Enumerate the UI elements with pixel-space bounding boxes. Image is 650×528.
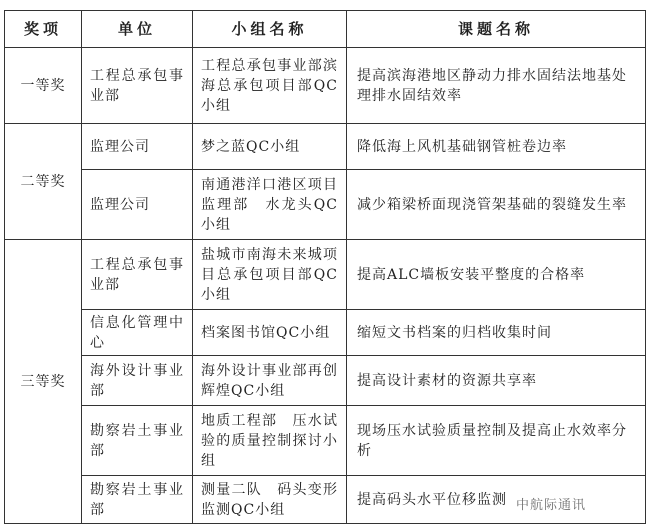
unit-cell: 信息化管理中心 xyxy=(82,310,193,356)
award-third: 三等奖 xyxy=(5,240,82,524)
award-first: 一等奖 xyxy=(5,48,82,124)
table-row xyxy=(5,406,646,476)
awards-table xyxy=(4,10,646,524)
group-cell: 海外设计事业部再创辉煌QC小组 xyxy=(193,356,347,406)
topic-cell: 降低海上风机基础钢管桩卷边率 xyxy=(347,124,646,170)
topic-cell: 提高码头水平位移监测 xyxy=(347,476,646,524)
unit-cell: 海外设计事业部 xyxy=(82,356,193,406)
topic-cell: 提高设计素材的资源共享率 xyxy=(347,356,646,406)
topic-cell: 提高滨海港地区静动力排水固结法地基处理排水固结效率 xyxy=(347,48,646,124)
table-row xyxy=(5,48,646,124)
group-cell: 工程总承包事业部滨海总承包项目部QC小组 xyxy=(193,48,347,124)
group-cell: 盐城市南海未来城项目总承包项目部QC小组 xyxy=(193,240,347,310)
unit-cell: 工程总承包事业部 xyxy=(82,240,193,310)
unit-cell: 监理公司 xyxy=(82,124,193,170)
table-row xyxy=(5,310,646,356)
unit-cell: 工程总承包事业部 xyxy=(82,48,193,124)
watermark: 中航际通讯 xyxy=(516,498,587,513)
group-cell: 地质工程部 压水试验的质量控制探讨小组 xyxy=(193,406,347,476)
group-cell: 档案图书馆QC小组 xyxy=(193,310,347,356)
award-second: 二等奖 xyxy=(5,124,82,240)
unit-cell: 勘察岩土事业部 xyxy=(82,406,193,476)
header-unit: 单位 xyxy=(82,11,193,48)
header-topic: 课题名称 xyxy=(347,11,646,48)
topic-cell: 减少箱梁桥面现浇管架基础的裂缝发生率 xyxy=(347,170,646,240)
topic-cell: 缩短文书档案的归档收集时间 xyxy=(347,310,646,356)
topic-cell: 现场压水试验质量控制及提高止水效率分析 xyxy=(347,406,646,476)
group-cell: 梦之蓝QC小组 xyxy=(193,124,347,170)
table-row xyxy=(5,356,646,406)
topic-cell: 提高ALC墙板安装平整度的合格率 xyxy=(347,240,646,310)
group-cell: 南通港洋口港区项目监理部 水龙头QC小组 xyxy=(193,170,347,240)
header-award: 奖项 xyxy=(5,11,82,48)
table-row xyxy=(5,124,646,170)
unit-cell: 勘察岩土事业部 xyxy=(82,476,193,524)
table-row xyxy=(5,240,646,310)
unit-cell: 监理公司 xyxy=(82,170,193,240)
table-header-row xyxy=(5,11,646,48)
group-cell: 测量二队 码头变形监测QC小组 xyxy=(193,476,347,524)
header-group: 小组名称 xyxy=(193,11,347,48)
table-row xyxy=(5,170,646,240)
